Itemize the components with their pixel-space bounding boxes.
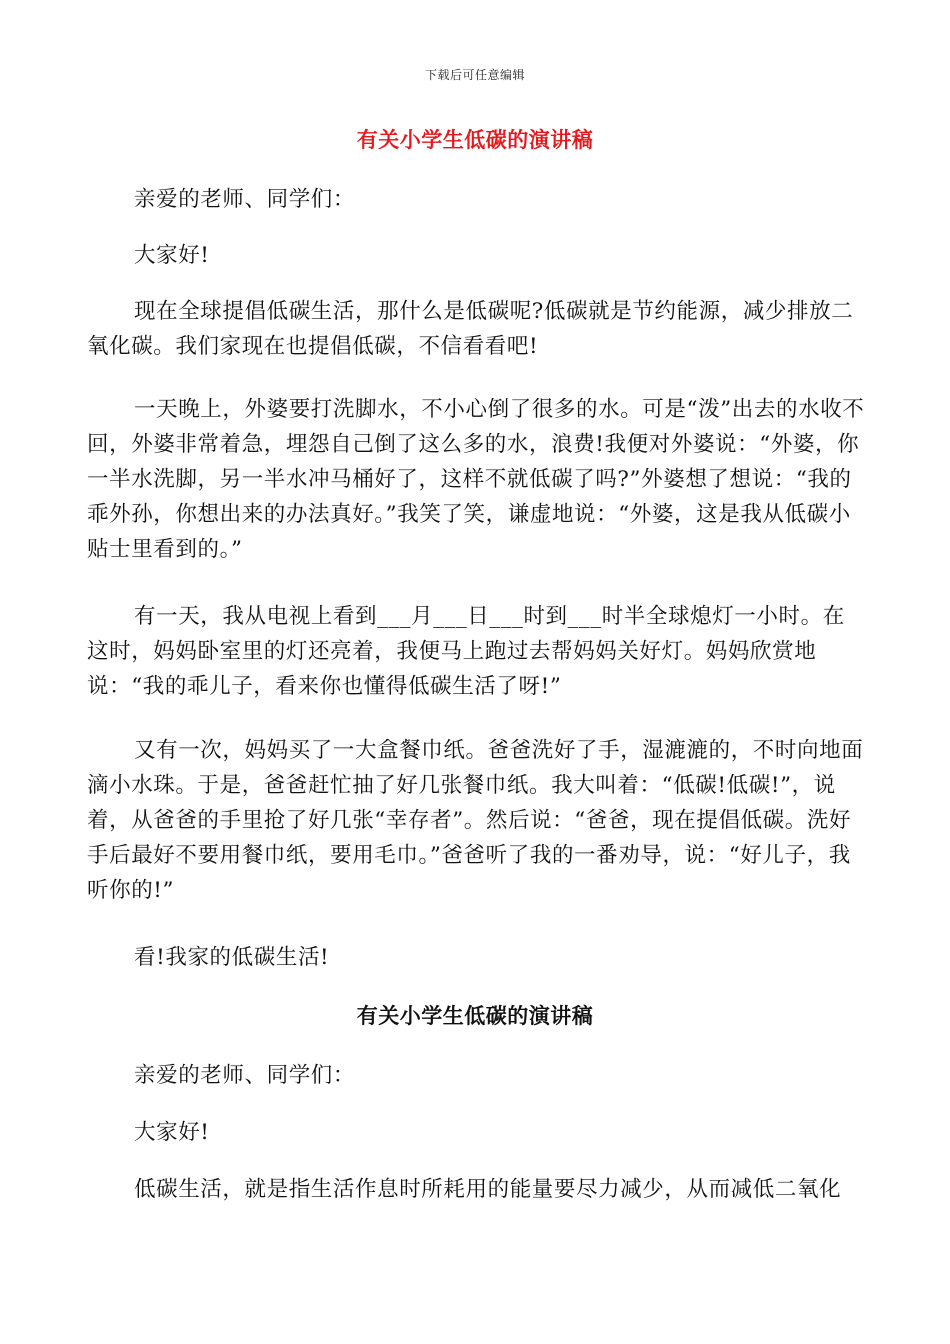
- greeting-paragraph-2: 亲爱的老师、同学们：: [134, 1063, 356, 1088]
- greeting-paragraph-1: 亲爱的老师、同学们：: [134, 187, 356, 212]
- body-paragraph-1: 现在全球提倡低碳生活，那什么是低碳呢?低碳就是节约能源，减少排放二氧化碳。我们家现在也提倡低碳，不信看看吧!: [87, 299, 854, 359]
- document-title-red: 有关小学生低碳的演讲稿: [356, 127, 594, 152]
- header-note: 下载后可任意编辑: [424, 68, 525, 82]
- body-paragraph-4: 又有一次，妈妈买了一大盒餐巾纸。爸爸洗好了手，湿漉漉的，不时向地面滴小水珠。于是，爸爸赶忙抽了好几张餐巾纸。我大叫着：“低碳!低碳!”，说着，从爸爸的手里抢了好几张“幸存者”。然后说：“爸爸，现在提倡低碳。洗好手后最好不要用餐巾纸，要用毛巾。”爸爸听了我的一番劝导，说：“好儿子，我听你的!”: [87, 738, 864, 903]
- conclusion-paragraph: 看!我家的低碳生活!: [134, 945, 330, 970]
- hello-paragraph-1: 大家好!: [134, 243, 210, 268]
- body-paragraph-3: 有一天，我从电视上看到___月___日___时到___时半全球熄灯一小时。在这时，妈妈卧室里的灯还亮着，我便马上跑过去帮妈妈关好灯。妈妈欣赏地说：“我的乖儿子，看来你也懂得低碳生活了呀!”: [87, 604, 845, 699]
- hello-paragraph-2: 大家好!: [134, 1120, 210, 1145]
- body-paragraph-2: 一天晚上，外婆要打洗脚水，不小心倒了很多的水。可是“泼”出去的水收不回，外婆非常着急，埋怨自己倒了这么多的水，浪费!我便对外婆说：“外婆，你一半水洗脚，另一半水冲马桶好了，这样不就低碳了吗?”外婆想了想说：“我的乖外孙，你想出来的办法真好。”我笑了笑，谦虚地说：“外婆，这是我从低碳小贴士里看到的。”: [87, 397, 865, 562]
- body-paragraph-5: 低碳生活，就是指生活作息时所耗用的能量要尽力减少，从而减低二氧化: [134, 1177, 842, 1202]
- document-title-black: 有关小学生低碳的演讲稿: [356, 1003, 594, 1028]
